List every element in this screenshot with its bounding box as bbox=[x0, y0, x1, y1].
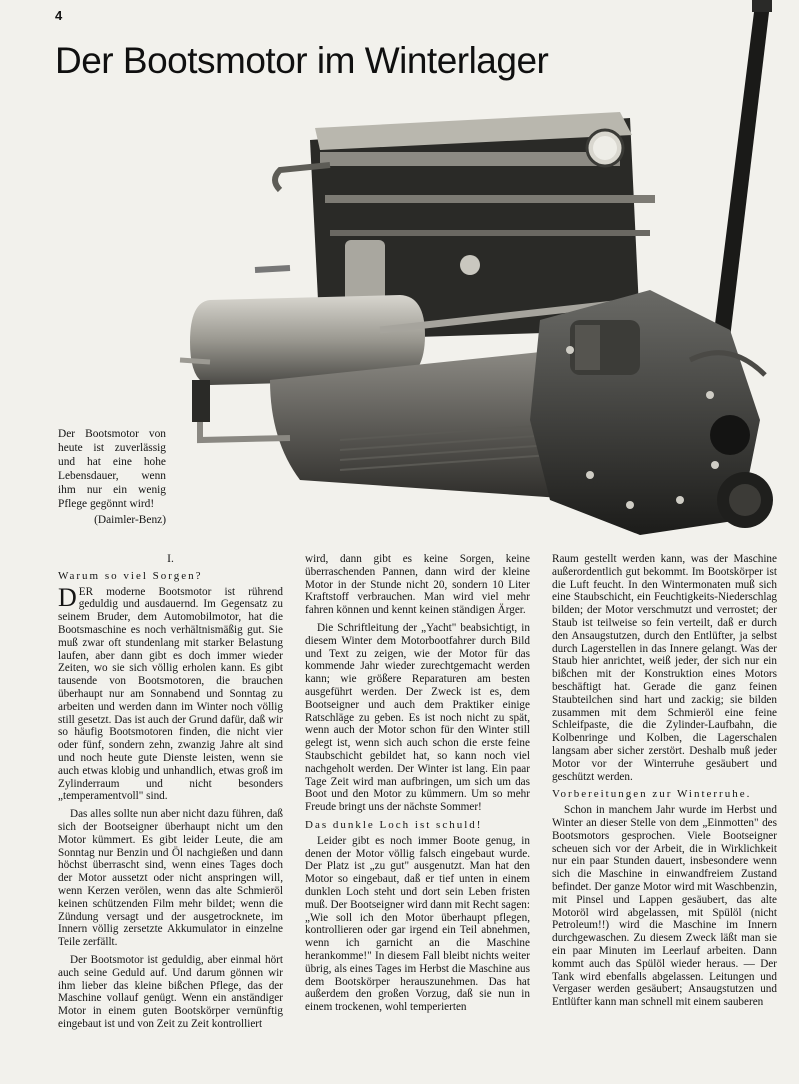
caption-text: Der Bootsmotor von heute ist zuverlässig und hat eine hohe Lebensdauer, wenn ihm nur ein wenig Pflege gegönnt wird! bbox=[58, 428, 166, 510]
figure-caption bbox=[58, 427, 166, 527]
engine-photo bbox=[170, 0, 785, 545]
section-number: I. bbox=[167, 553, 174, 565]
page-title: Der Bootsmotor im Winterlager bbox=[55, 40, 549, 81]
page-number: 4 bbox=[55, 8, 63, 23]
subhead-dunkle-loch: Das dunkle Loch ist schuld! bbox=[305, 818, 483, 831]
paragraph: Raum gestellt werden kann, was der Maschine außerordentlich gut bekommt. Im Bootskörper ist die Luft feucht. In den Wintermonaten muß sich eine Staubschicht, ein Feuchtigkeits-Niederschlag bilden; der Motor verschmutzt und verrostet; der Staub ist teilweise so fein verteilt, daß er durch den Ansaugstutzen, durch den Entlüfter, ja selbst durch Lagerstellen in das Innere gelangt. Was der Staub hier anrichtet, weiß jeder, der sich nur ein bißchen mit der Konstruktion eines Motors beschäftigt hat. Gerade die ganz feinen Staubteilchen sind hart und zackig; sie bilden zusammen mit dem Schmieröl eine feine Schleifpaste, die die Zylinder-Laufbahn, die Kolbenringe und Kolben, die Lagerschalen langsam aber sicher zerstört. Deshalb muß jeder Motor vor der Winterruhe gesäubert und geschützt werden. bbox=[552, 553, 777, 783]
paragraph: DER moderne Bootsmotor ist rührend geduldig und ausdauernd. Im Gegensatz zu seinem Bruder, dem Automobilmotor, hat die Bootsmaschine es noch verhältnismäßig gut. Sie muß zwar oft stundenlang mit starker Belastung laufen, aber dann gibt es doch immer wieder Zeiten, wo sie sich völlig erholen kann. Es gibt tausende von Bootsmotoren, die brauchen überhaupt nur am Sonnabend und Sonntag zu arbeiten und werden dann im Winter noch völlig still gesetzt. Das ist auch der Grund dafür, daß wir so häufig Bootsmotoren finden, die nicht vier oder fünf, sondern zehn, zwanzig Jahre alt sind und noch heute gute Dienste leisten, wenn sie auch etwas klobig und unhandlich, etwas groß im Zylinderraum und nicht besonders „temperamentvoll" sind. bbox=[58, 582, 283, 803]
paragraph: Der Bootsmotor ist geduldig, aber einmal hört auch seine Geduld auf. Und darum gönnen wir ihm lieber das kleine bißchen Pflege, das der Maschine vollauf genügt. Wenn ein anständiger Motor in einem guten Bootskörper vernünftig eingebaut ist und von Zeit zu Zeit kontrolliert bbox=[58, 953, 283, 1030]
paragraph: wird, dann gibt es keine Sorgen, keine überraschenden Pannen, dann wird der kleine Motor in der Stunde nicht 20, sondern 10 Liter Kraftstoff verbrauchen. Man wird viel mehr fahren können und kennt keinen ständigen Ärger. bbox=[305, 553, 530, 617]
article-column-1 bbox=[58, 553, 283, 1036]
paragraph: Die Schriftleitung der „Yacht" beabsichtigt, in diesem Winter dem Motorbootfahrer durch Bild und Text zu zeigen, wie der Motor für das kommende Jahr wieder zurechtgemacht werden kann; wie größere Reparaturen am besten ausgeführt werden. Der Zweck ist es, dem Bootseigner und auch dem Praktiker einige Ratschläge zu geben. Es ist noch nicht zu spät, wenn auch der Motor schon für den Winter still gelegt ist, wenn sich auch schon die erste feine Staubschicht gebildet hat, so kann noch viel nachgeholt werden. Der Winter ist lang. Ein paar Tage Zeit wird man aufbringen, um sich um das Boot und den Motor zu kümmern. Um so mehr Freude bringt uns der nächste Sommer! bbox=[305, 621, 530, 814]
paragraph: Leider gibt es noch immer Boote genug, in denen der Motor völlig falsch eingebaut wurde. Der Platz ist „zu gut" ausgenutzt. Man hat den Motor so eingebaut, daß er tief unten in einem dunklen Loch steht und dort sein Leben fristen muß. Der Bootseigner wird dann mit Recht sagen: „Wie soll ich den Motor überhaupt pflegen, kontrollieren oder gar irgend ein Teil abnehmen, wenn ich garnicht an die Maschine herankomme!" In diesem Fall bleibt nichts weiter übrig, als eines Tages im Herbst die Maschine aus dem Bootskörper herauszunehmen. Das hat außerdem den großen Vorzug, daß sie nun in einem trockenen, wohl temperierten bbox=[305, 834, 530, 1014]
subhead-vorbereitungen: Vorbereitungen zur Winterruhe. bbox=[552, 788, 752, 801]
subhead-warum: Warum so viel Sorgen? bbox=[58, 569, 203, 582]
article-column-2 bbox=[305, 553, 530, 1019]
article-column-3 bbox=[552, 553, 777, 1014]
paragraph: Schon in manchem Jahr wurde im Herbst und Winter an dieser Stelle von dem „Einmotten" des Bootsmotors gesprochen. Viele Bootseigner scheuen sich vor der Arbeit, die in Wirklichkeit nur ein paar Stunden dauert, insbesondere wenn sich die Maschine in einwandfreiem Zustand befindet. Der ganze Motor wird mit Waschbenzin, mit Pinsel und Lappen gesäubert, das alte Motoröl wird abgelassen, mit Spülöl (nicht Petroleum!!) wird die Maschine im Innern durchgewaschen. Zu diesem Zweck läßt man sie ein paar Minuten im Leerlauf arbeiten. Dann kommt auch das Spülöl wieder heraus. — Der Tank wird ebenfalls abgelassen. Leitungen und Vergaser werden gesäubert; Ansaugstutzen und Entlüfter kann man schnell mit einem sauberen bbox=[552, 804, 777, 1009]
caption-credit: (Daimler-Benz) bbox=[94, 514, 166, 526]
paragraph: Das alles sollte nun aber nicht dazu führen, daß sich der Bootseigner überhaupt nicht um den Motor kümmert. Es gibt leider Leute, die am Sonntag nur Benzin und Öl nachgießen und dann höchst überrascht sind, wenn eines Tages doch der Motor aussetzt oder nicht anspringen will, wenn Kerzen verölen, wenn das alte Schmieröl keinen schützenden Film mehr bildet; wenn die Zündung versagt und der ausgetrocknete, im Innern völlig zersetzte Akkumulator in einzelne Teile zerfällt. bbox=[58, 808, 283, 949]
drop-cap: D bbox=[58, 582, 77, 612]
